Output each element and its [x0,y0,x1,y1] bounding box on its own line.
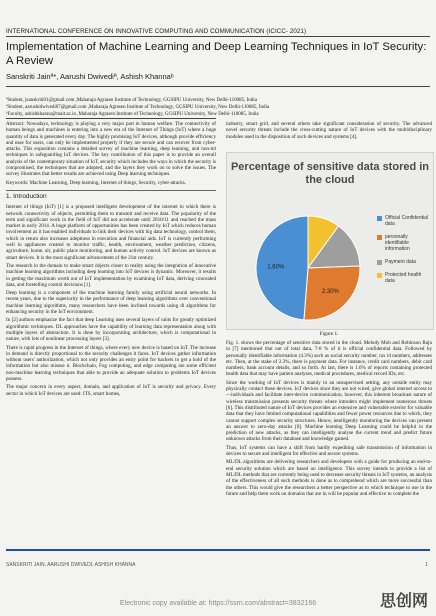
pie-data-label: 1.60% [267,264,285,271]
intro-paragraph-3: Deep learning is a component of the machine learning family using artificial neural networks. In recent years, due to the superiority in the performance of deep learning algorithms over conventional machine learning algorithms, many researchers have been inclined towards using dl algorithms for enhancing security in the IoT environment. [6,290,216,316]
legend-item-pii [377,234,429,252]
legend-item-payment [377,259,429,265]
right-paragraph-2: Since the working of IoT devices is mainly in an unsupervised setting, any outside entity may physically contact these devices. IoT devices since they are not wired, give global internet access to —individuals and facilitate inter-device communication, however, this inherent broadcast nature of wireless transmission presents security threats where intruders might implement numerous threats [6]. This distributed nature of IoT devices provides an extensive and vulnerable exterior for valuable data that they have limited computational capabilities and fewer power resources due to which, they cannot support complex security structures. Hence, intelligently monitoring the devices can present an answer to zero-day attacks [8]. Machine learning Deep Learning could be helpful in the prediction of new attacks, as they can intelligently analyse the current trend and predict future unknown attacks from their database and knowledge gained. [226,379,432,443]
legend-swatch [377,260,382,265]
intro-paragraph-4: In [2] authors emphasize the fact that deep Learning uses several layers of units for greatly optimized algorithmic techniques. DL approaches have the capability of learning data representation along with multiple layers of abstraction. It is done by incorporating architecture, which is computational in nature, with lots of nonlinear processing layers [3]. [6,317,216,343]
header-rule [6,36,430,37]
affiliation-2: ªStudent, aarushidwivedi07@gmail.com ,Maharaja Agrasen Institute of Technology, GGSIPU University, New Delhi-110085, India [6,105,270,110]
legend-label: Protected health data [385,272,422,284]
intro-paragraph-6: The major concern in every aspect, domain, and application of IoT is security and privacy. Every sector in which IoT devices are used: ITS, smart homes, [6,384,216,397]
right-paragraph-4: ML/DL algorithms are delivering researchers and developers with a guide for producing an end-to-end security solution which are based on intelligence. This survey intends to provide a list of ML/DL methods that are currently being used to decrease security threats in IoT systems, an analysis of the effectiveness of all such methods is done as to comprehend which are more successful than the others. This would give the researchers a better perspective as to which technique to use in the future and help them work on domains that are in will be popular and effective to complete the [226,459,432,497]
paper-authors: Sanskriti Jainª*, Aarushi Dwivediª, Ashish Khannaᵇ [6,72,174,81]
chart-title: Percentage of sensitive data stored in the cloud [230,161,430,186]
authors-rule [6,86,430,87]
figure-pie-chart [226,152,434,330]
conference-header: INTERNATIONAL CONFERENCE ON INNOVATIVE COMPUTING AND COMMUNICATION (ICICC- 2021) [6,28,307,35]
abstract: Abstract: Nowadays, technology is playing a very major part in human welfare. The connectivity of human beings and machines is entering into a new era of the Internet of Things (IoT) where a huge quantity of data is generated every day. The highly promising IoT devices, although provide efficiency and ease for users, can only be implemented properly if they are secure and can recover from cyber-attacks. This exposition contains a detailed survey of machine learning, deep learning, and non-ml techniques in safeguarding IoT devices. The key contribution of this paper is to provide an overall analysis of the contemporary situation of IoT, security which includes the ways in which the security is compromised, the techniques that are adopted, and the layers they work on to solve the issues. The survey illustrates that better results are achieved using Deep learning techniques. [6,121,216,178]
legend-item-health [377,272,429,284]
legend-label: personally identifiable information [385,234,410,252]
footer-authors: SANSKRITI JAIN, AARUSHI DWIVEDI, ASHISH KHANNA [6,562,136,568]
intro-paragraph-1: Internet of things (IoT) [1] is a proposed intelligent development of the internet in which there is network connectivity of objects, permitting them to transmit and receive data. The popularity of the term and significant work in the field of IoT did not accelerate until 2010/11 and reached the mass market in early 2014. A huge platform of opportunities has been created by IoT which reduces human involvement as it has enabled individuals to link their devices with big data technology, control them, which in return also increases adeptness in execution and financial aids. IoT is currently performing well in appliances created to monitor traffic, health, environment, weather prediction, citizens, agriculture, home, air, public place monitoring, and human activity control. IoT devices are known as smart devices. It is the most significant advancement of the 21st century. [6,204,216,261]
right-paragraph-1: Fig. 1. shows the percentage of sensitive data stored in the cloud. Melody Moh and Robinson Raju in [7] mentioned that out of total data, 7-8 % of it is official confidential data. Followed by personally identifiable information (4.3%) such as social security number, tax id numbers, addresses etc. Then, at the stake of 2.3%, there is payment data. For instance, credit card numbers, debit card numbers, bank account details, and so forth. At last, there is 1.6% of reports containing protected health data that may have patient analyses, medical procedures, medical record IDs, etc. [226,340,432,378]
legend-label: Official Confidential data [385,215,428,227]
figure-caption: Figure 1. [319,331,339,337]
legend-swatch [377,216,382,221]
legend-swatch [377,235,382,240]
page-number: 1 [425,562,428,568]
left-column [6,121,216,399]
right-column-body [226,340,432,499]
brand-watermark: 思创网 [379,591,428,610]
pie-data-label: 2.30% [321,289,339,296]
highlight-line [6,549,430,551]
affiliation-3: ᵇFaculty, ashishkhanna@mait.ac.in ,Maharaja Agrasen Institute of Technology, GGSIPU University, New Delhi-110085, India [6,112,259,117]
legend-label: Payment data [385,259,416,265]
legend-swatch [377,273,382,278]
chart-legend [377,215,429,291]
section-heading-introduction: 1. Introduction [6,192,47,200]
right-paragraph-3: Thus, IoT systems can have a shift from hardly expediting safe transmission of information in devices to secure and intelligent for effective and secure systems. [226,444,432,458]
pie-chart [253,213,363,323]
paper-title: Implementation of Machine Learning and Deep Learning Techniques in IoT Security: A Review [6,41,427,67]
abstract-rule [6,190,216,191]
intro-paragraph-2: The research in the domain to make smart objects closer to reality using the integration of innovative machine learning algorithms including deep learning into IoT devices is dynamic. Moreover, it results in getting the maximum worth out of IoT implementation by examining IoT data, deriving concealed data, and foretelling control decisions [1]. [6,262,216,288]
affiliation-rule [6,118,216,119]
affiliation-1: ªStudent, jsanskriti01@gmail.com ,Maharaja Agrasen Institute of Technology, GGSIPU University, New Delhi-110085, India [6,98,257,103]
ssrn-watermark: Electronic copy available at: https://ssrn.com/abstract=3832166 [119,600,317,607]
intro-paragraph-5: There is rapid progress in the Internet of things, where every new device is based on IoT. The increase in demand is directly proportional to the security challenges it faces. IoT devices gather information without users' authorization, which not only provides an entry point for hackers to get a hold of the information but also misuse it. Blockchain, Fog computing, and edge computing are some efficient non-machine learning techniques that able to provide an adequate solution to problems IoT devices possess. [6,344,216,382]
legend-item-official [377,215,429,227]
keywords: Keywords: Machine Learning, Deep learning, Internet of things, Security, cyber-attacks. [6,179,187,186]
right-paragraph-top: industry, smart grid, and several others take significant consideration of security. The advanced novel security threats include the cross-cutting nature of IoT devices with the multidisciplinary modules used in the disposition of such devices and systems [4]. [226,121,432,140]
right-column-top [226,121,432,142]
